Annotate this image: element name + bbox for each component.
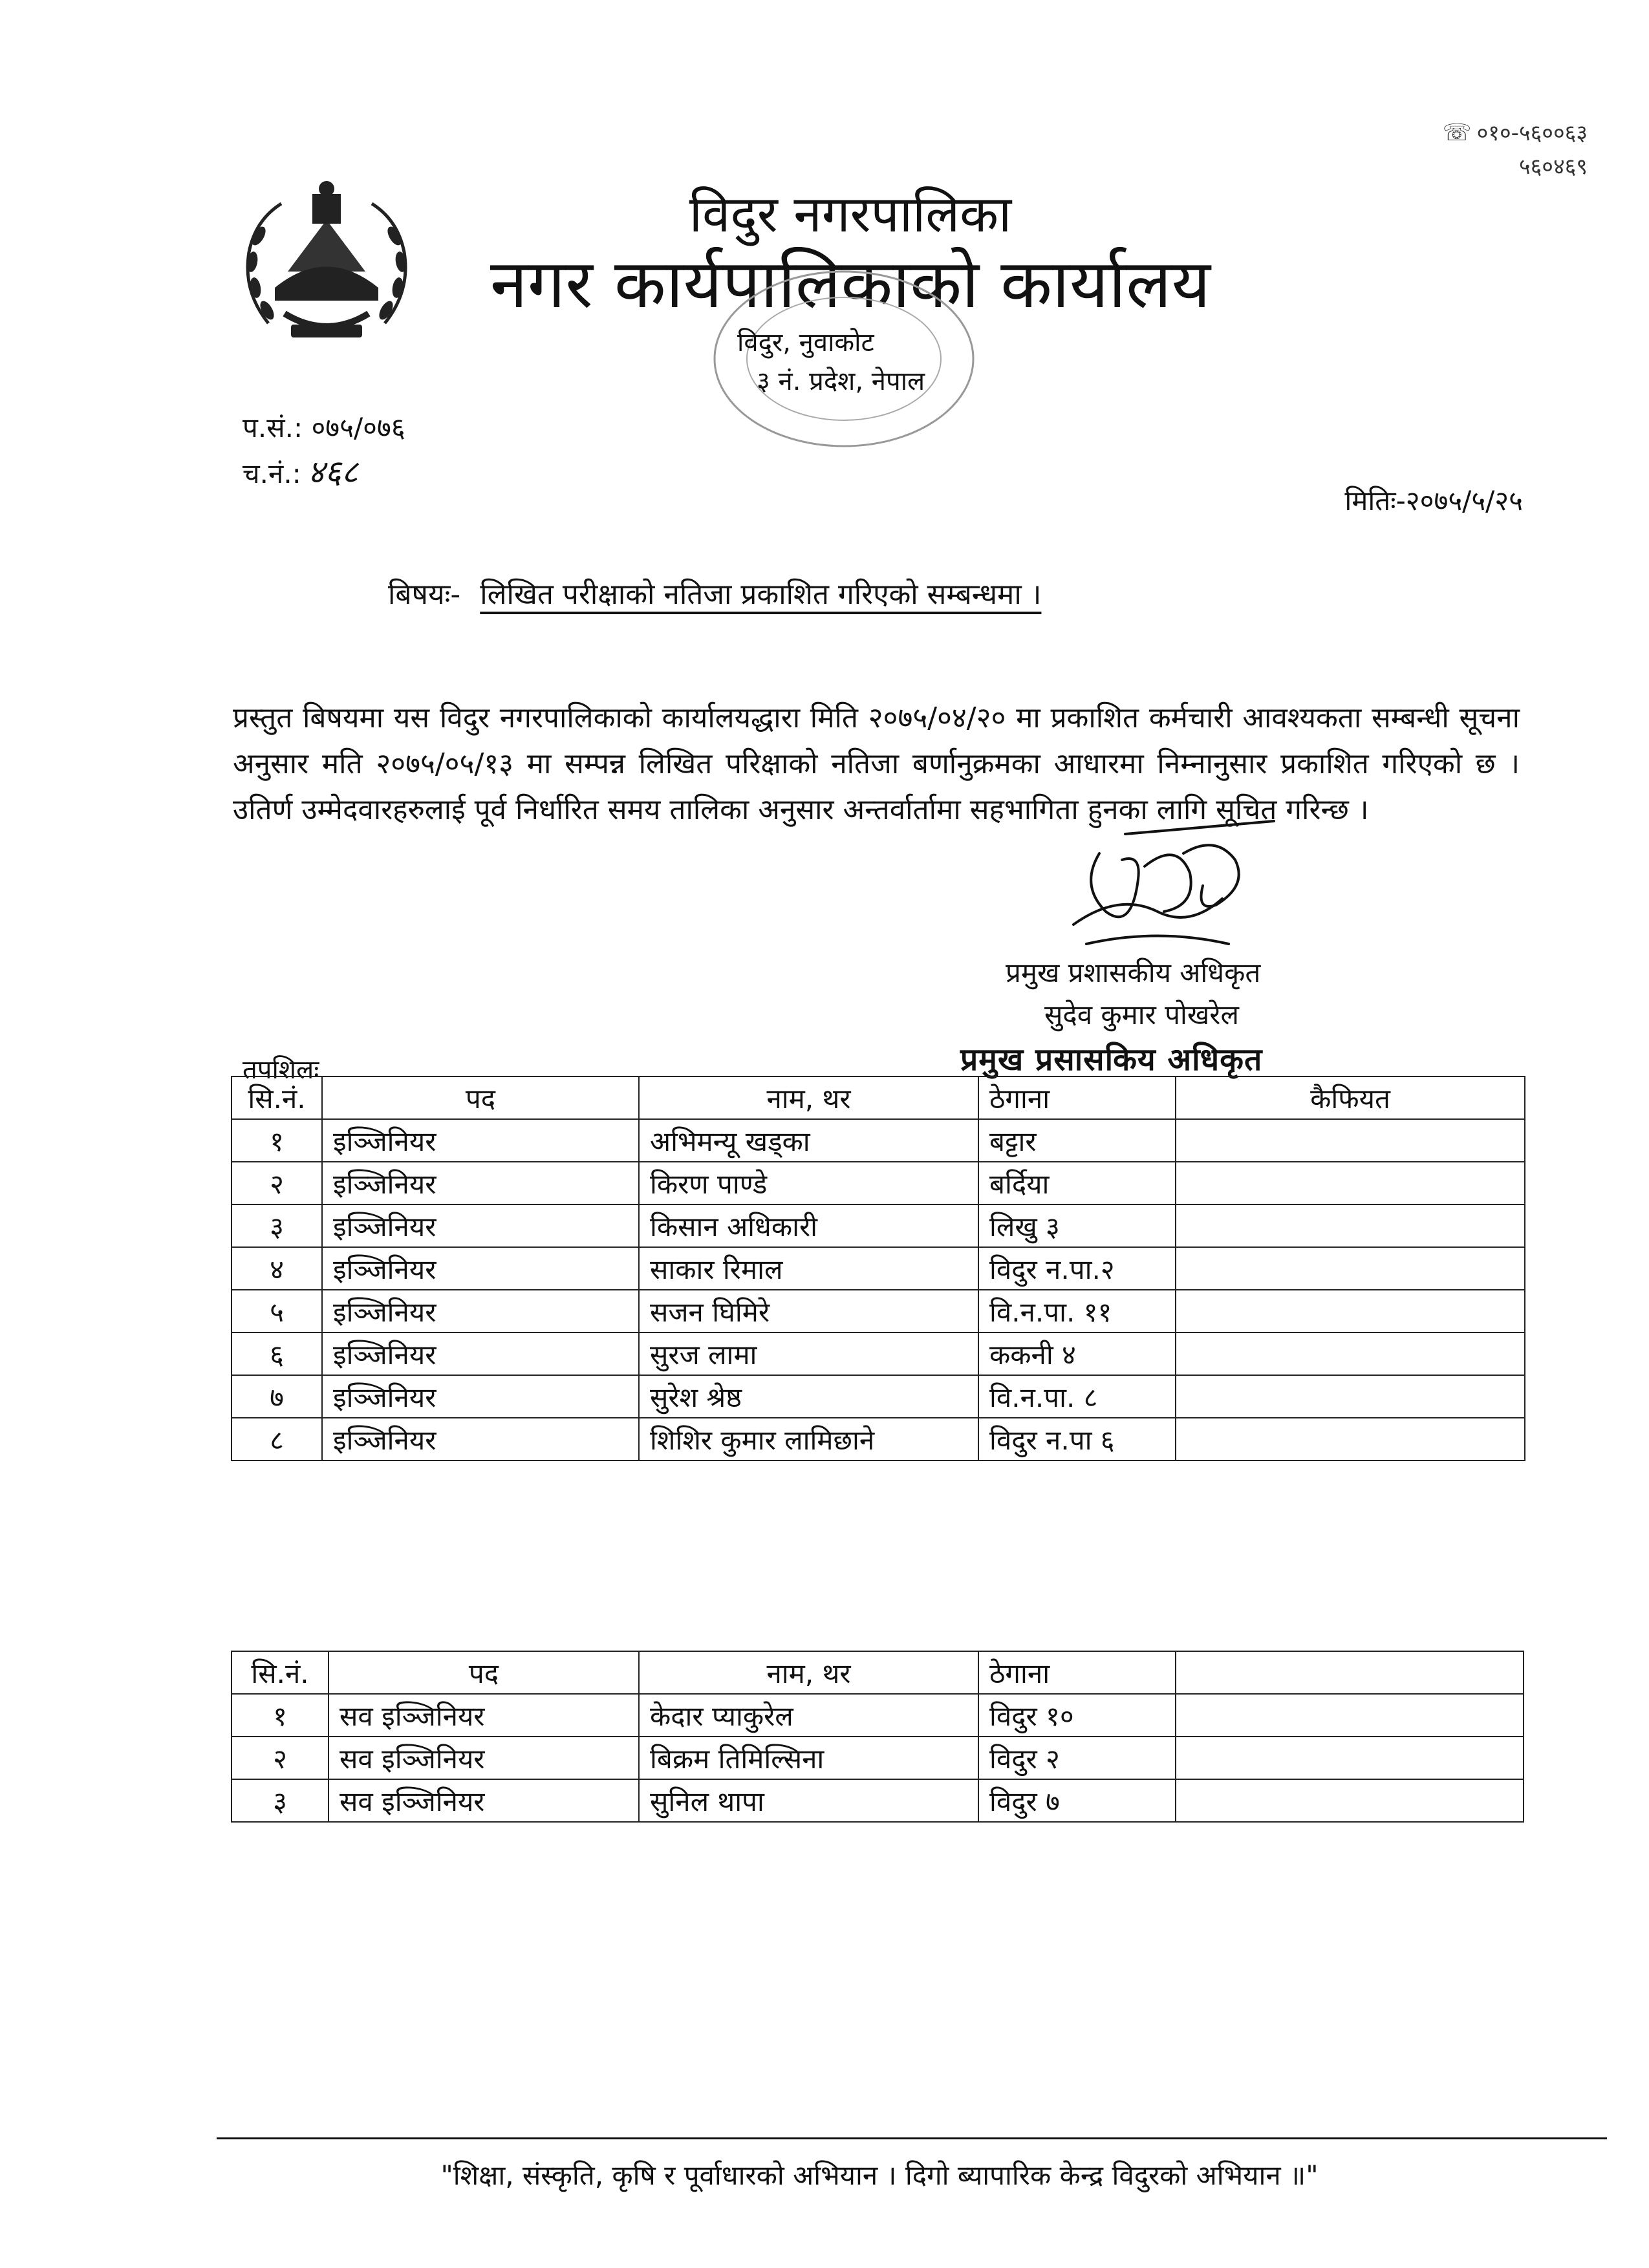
cell-address: वि.न.पा. ८	[978, 1375, 1176, 1418]
cell-name: सुरज लामा	[639, 1332, 978, 1375]
col-header-sn: सि.नं.	[232, 1651, 329, 1694]
cell-address: विदुर २	[978, 1737, 1176, 1779]
cell-post: इञ्जिनियर	[322, 1247, 639, 1290]
cell-post: सव इञ्जिनियर	[329, 1779, 639, 1822]
col-header-remarks	[1176, 1651, 1524, 1694]
cell-remarks	[1176, 1418, 1525, 1460]
cell-address: विदुर न.पा ६	[978, 1418, 1176, 1460]
subject-text: लिखित परीक्षाको नतिजा प्रकाशित गरिएको सम्बन्धमा ।	[480, 578, 1042, 611]
municipality-name: विदुर नगरपालिका	[689, 186, 1012, 244]
cell-remarks	[1176, 1332, 1525, 1375]
cell-name: साकार रिमाल	[639, 1247, 978, 1290]
cell-sn: ८	[232, 1418, 322, 1460]
signatory-stamp: प्रमुख प्रसासकिय अधिकृत	[960, 1042, 1263, 1078]
cell-post: इञ्जिनियर	[322, 1290, 639, 1332]
cell-remarks	[1176, 1694, 1524, 1737]
cell-post: इञ्जिनियर	[322, 1162, 639, 1204]
signatory-name: सुदेव कुमार पोखरेल	[1044, 999, 1239, 1031]
cell-sn: ७	[232, 1375, 322, 1418]
col-header-remarks: कैफियत	[1176, 1076, 1525, 1119]
col-header-name: नाम, थर	[639, 1076, 978, 1119]
table-row	[232, 1162, 1525, 1204]
table-row	[232, 1418, 1525, 1460]
address-line-2: ३ नं. प्रदेश, नेपाल	[757, 367, 925, 396]
subject-line	[388, 573, 1041, 612]
cell-sn: १	[232, 1694, 329, 1737]
table-row	[232, 1119, 1525, 1162]
cha-na-label: च.नं.:	[242, 458, 301, 489]
cell-sn: ३	[232, 1779, 329, 1822]
cha-na-value: ४६८	[307, 453, 358, 491]
address-line-1: विदुर, नुवाकोट	[737, 328, 874, 358]
cell-sn: ५	[232, 1290, 322, 1332]
cell-sn: ३	[232, 1204, 322, 1247]
cell-remarks	[1176, 1247, 1525, 1290]
cell-remarks	[1176, 1737, 1524, 1779]
engineer-results-table	[231, 1076, 1525, 1461]
table-row	[232, 1375, 1525, 1418]
cell-name: शिशिर कुमार लामिछाने	[639, 1418, 978, 1460]
phone-numbers	[1443, 116, 1588, 184]
table-row	[232, 1779, 1524, 1822]
table-row	[232, 1737, 1524, 1779]
cell-address: ककनी ४	[978, 1332, 1176, 1375]
signature	[1061, 815, 1280, 970]
signatory-title: प्रमुख प्रशासकीय अधिकृत	[1006, 957, 1261, 989]
footer-slogan: "शिक्षा, संस्कृति, कृषि र पूर्वाधारको अभियान । दिगो ब्यापारिक केन्द्र विदुरको अभियान ॥"	[440, 2159, 1319, 2191]
pa-san-label: प.सं.:	[242, 412, 303, 444]
cell-sn: २	[232, 1162, 322, 1204]
cell-address: बट्टार	[978, 1119, 1176, 1162]
cell-remarks	[1176, 1290, 1525, 1332]
col-header-sn: सि.नं.	[232, 1076, 322, 1119]
telephone-icon: ☏	[1442, 120, 1472, 146]
table-row	[232, 1694, 1524, 1737]
cell-name: बिक्रम तिमिल्सिना	[639, 1737, 978, 1779]
reference-block	[242, 406, 405, 496]
pa-san-value: ०७५/०७६	[311, 412, 405, 444]
cell-post: इञ्जिनियर	[322, 1204, 639, 1247]
cell-post: इञ्जिनियर	[322, 1418, 639, 1460]
tapshil-label: तपशिलः	[242, 1055, 319, 1085]
cell-sn: ४	[232, 1247, 322, 1290]
cell-post: इञ्जिनियर	[322, 1119, 639, 1162]
footer-divider	[217, 2137, 1607, 2139]
col-header-address: ठेगाना	[978, 1076, 1176, 1119]
office-stamp	[705, 262, 983, 456]
cell-address: लिखु ३	[978, 1204, 1176, 1247]
table-row	[232, 1332, 1525, 1375]
cell-post: सव इञ्जिनियर	[329, 1694, 639, 1737]
cell-remarks	[1176, 1204, 1525, 1247]
table-header-row	[232, 1651, 1524, 1694]
table-row	[232, 1204, 1525, 1247]
cell-remarks	[1176, 1162, 1525, 1204]
cell-address: विदुर ७	[978, 1779, 1176, 1822]
cell-name: अभिमन्यू खड्का	[639, 1119, 978, 1162]
col-header-address: ठेगाना	[978, 1651, 1176, 1694]
cell-sn: १	[232, 1119, 322, 1162]
table-row	[232, 1247, 1525, 1290]
col-header-post: पद	[322, 1076, 639, 1119]
cell-address: वि.न.पा. ११	[978, 1290, 1176, 1332]
cell-name: केदार प्याकुरेल	[639, 1694, 978, 1737]
cell-address: बर्दिया	[978, 1162, 1176, 1204]
cell-remarks	[1176, 1779, 1524, 1822]
cell-remarks	[1176, 1375, 1525, 1418]
cell-remarks	[1176, 1119, 1525, 1162]
letter-date: मितिः-२०७५/५/२५	[1344, 485, 1523, 517]
cell-name: सजन घिमिरे	[639, 1290, 978, 1332]
phone-line-1: ०१०-५६००६३	[1476, 120, 1588, 146]
cell-post: इञ्जिनियर	[322, 1375, 639, 1418]
phone-line-2: ५६०४६९	[1518, 154, 1588, 180]
body-paragraph: प्रस्तुत बिषयमा यस विदुर नगरपालिकाको कार्यालयद्धारा मिति २०७५/०४/२० मा प्रकाशित कर्मचारी आवश्यकता सम्बन्धी सूचना अनुसार मति २०७५/०५/१३ मा सम्पन्न लिखित परिक्षाको नतिजा बर्णानुक्रमका आधारमा निम्नानुसार प्रकाशित गरिएको छ । उतिर्ण उम्मेदवारहरुलाई पूर्व निर्धारित समय तालिका अनुसार अन्तर्वार्तामा सहभागिता हुनका लागि सूचित गरिन्छ ।	[233, 701, 1520, 826]
cell-name: किसान अधिकारी	[639, 1204, 978, 1247]
cell-address: विदुर न.पा.२	[978, 1247, 1176, 1290]
sub-engineer-results-table	[231, 1651, 1524, 1823]
cell-address: विदुर १०	[978, 1694, 1176, 1737]
col-header-post: पद	[329, 1651, 639, 1694]
office-name: नगर कार्यपालिकाको कार्यालय	[490, 244, 1211, 323]
col-header-name: नाम, थर	[639, 1651, 978, 1694]
cell-name: सुनिल थापा	[639, 1779, 978, 1822]
cell-sn: ६	[232, 1332, 322, 1375]
cell-sn: २	[232, 1737, 329, 1779]
cell-post: सव इञ्जिनियर	[329, 1737, 639, 1779]
cell-name: सुरेश श्रेष्ठ	[639, 1375, 978, 1418]
cell-name: किरण पाण्डे	[639, 1162, 978, 1204]
table-row	[232, 1290, 1525, 1332]
cell-post: इञ्जिनियर	[322, 1332, 639, 1375]
subject-label: बिषयः-	[388, 578, 461, 611]
table-header-row	[232, 1076, 1525, 1119]
